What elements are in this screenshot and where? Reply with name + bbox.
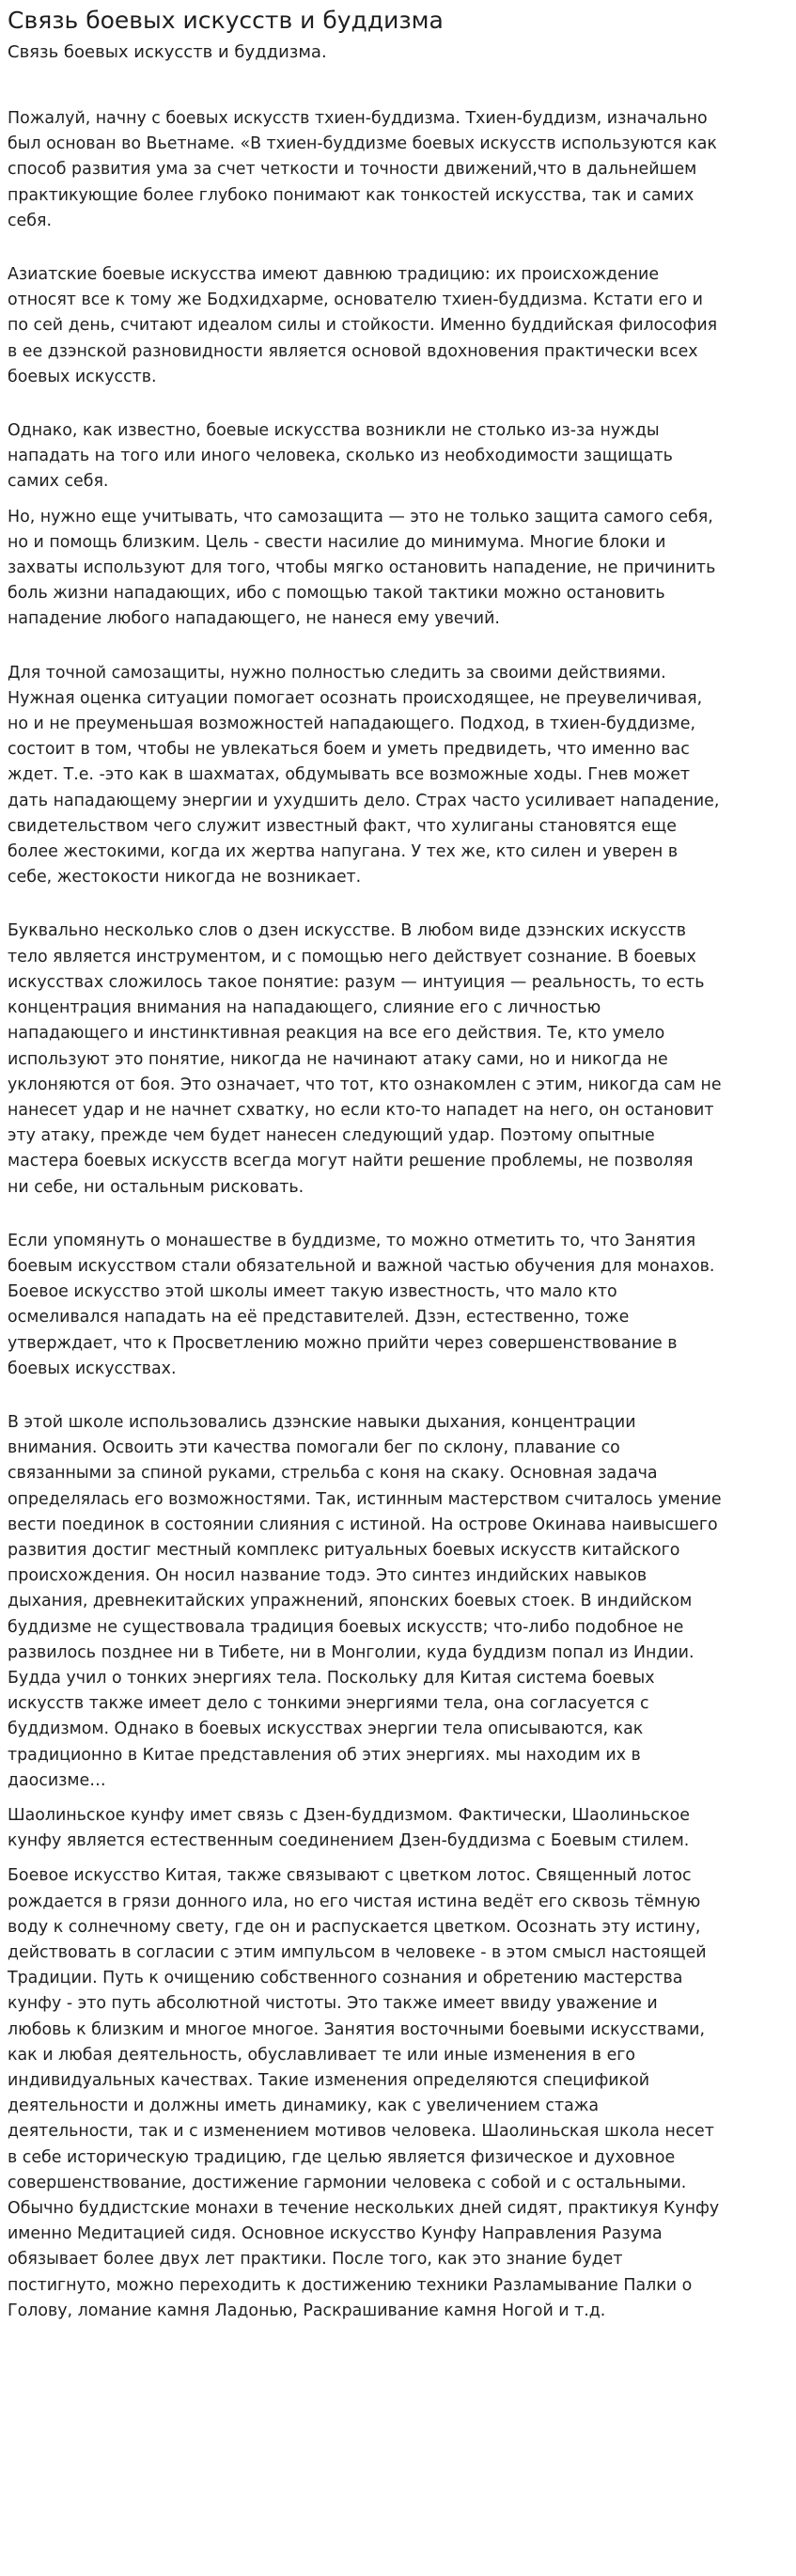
paragraph-precise-self-defense: Для точной самозащиты, нужно полностью следить за своими действиями. Нужная оценка ситуации помогает осознать происходящее, не преувеличивая, но и не преуменьшая возможностей нападающего. Подход, в тхиен-буддизме, состоит в том, чтобы не увлекаться боем и уметь предвидеть, что именно вас ждет. Т.е. -это как в шахматах, обдумывать все возможные ходы. Гнев может дать нападающему энергии и ухудшить дело. Страх часто усиливает нападение, свидетельством чего служит известный факт, что хулиганы становятся еще более жестокими, когда их жертва напугана. У тех же, кто силен и уверен в себе, жестокости никогда не возникает. — [8, 663, 720, 887]
article-subtitle: Связь боевых искусств и буддизма. — [8, 42, 327, 62]
paragraph-helping-others: Но, нужно еще учитывать, что самозащита — это не только защита самого себя, но и помощь близким. Цель - свести насилие до минимума. Многие блоки и захваты используют для того, чтобы мягко остановить нападение, не причинить боль жизни нападающих, ибо с помощью такой тактики можно остановить нападение любого нападающего, не нанеся ему увечий. — [8, 507, 716, 629]
article-title: Связь боевых искусств и буддизма — [8, 7, 444, 34]
paragraph-lotus-flower: Боевое искусство Китая, также связывают с цветком лотос. Священный лотос рождается в грязи донного ила, но его чистая истина ведёт его сквозь тёмную воду к солнечному свету, где он и распускается цветком. Осознать эту истину, действовать в согласии с этим импульсом в человеке - в этом смысл настоящей Традиции. Путь к очищению собственного сознания и обретению мастерства кунфу - это путь абсолютной чистоты. Это также имеет ввиду уважение и любовь к близким и многое многое. Занятия восточными боевыми искусствами, как и любая деятельность, обуславливает те или иные изменения в его индивидуальных качествах. Такие изменения определяются спецификой деятельности и должны иметь динамику, как с увеличением стажа деятельности, так и с изменением мотивов человека. Шаолиньская школа несет в себе историческую традицию, где целью является физическое и духовное совершенствование, достижение гармонии человека с собой и с остальными. Обычно буддистские монахи в течение нескольких дней сидят, практикуя Кунфу именно Медитацией сидя. Основное искусство Кунфу Направления Разума обязывает более двух лет практики. После того, как это знание будет постигнуто, можно переходить к достижению техники Разламывание Палки о Голову, ломание камня Ладонью, Раскрашивание камня Ногой и т.д. — [8, 1866, 720, 2320]
paragraph-zen-art: Буквально несколько слов о дзен искусстве. В любом виде дзэнских искусств тело является инструментом, и с помощью него действует сознание. В боевых искусствах сложилось такое понятие: разум — интуиция — реальность, то есть концентрация внимания на нападающего, слияние его с личностью нападающего и инстинктивная реакция на все его действия. Те, кто умело используют это понятие, никогда не начинают атаку сами, но и никогда не уклоняются от боя. Это означает, что тот, кто ознакомлен с этим, никогда сам не нанесет удар и не начнет схватку, но если кто-то нападет на него, он остановит эту атаку, прежде чем будет нанесен следующий удар. Поэтому опытные мастера боевых искусств всегда могут найти решение проблемы, не позволяя ни себе, ни остальным рисковать. — [8, 921, 722, 1197]
paragraph-zen-breathing-school: В этой школе использовались дзэнские навыки дыхания, концентрации внимания. Освоить эти качества помогали бег по склону, плавание со связанными за спиной руками, стрельба с коня на скаку. Основная задача определялась его возможностями. Так, истинным мастерством считалось умение вести поединок в состоянии слияния с истиной. На острове Окинава наивысшего развития достиг местный комплекс ритуальных боевых искусств китайского происхождения. Он носил название тодэ. Это синтез индийских навыков дыхания, древнекитайских упражнений, японских боевых стоек. В индийском буддизме не существовала традиция боевых искусств; что-либо подобное не развилось позднее ни в Тибете, ни в Монголии, куда буддизм попал из Индии. Будда учил о тонких энергиях тела. Поскольку для Китая система боевых искусств также имеет дело с тонкими энергиями тела, она согласуется с буддизмом. Однако в боевых искусствах энергии тела описываются, как традиционно в Китае представления об этих энергиях. мы находим их в даосизме… — [8, 1412, 722, 1790]
paragraph-tien-buddhism: Пожалуй, начну с боевых искусств тхиен-буддизма. Тхиен-буддизм, изначально был основан во Вьетнаме. «В тхиен-буддизме боевых искусств используются как способ развития ума за счет четкости и точности движений,что в дальнейшем практикующие более глубоко понимают как тонкостей искусства, так и самих себя. — [8, 109, 717, 230]
paragraph-shaolin-kungfu: Шаолиньское кунфу имет связь с Дзен-буддизмом. Фактически, Шаолиньское кунфу является естественным соединением Дзен-буддизма с Боевым стилем. — [8, 1805, 690, 1851]
paragraph-self-defense-origin: Однако, как известно, боевые искусства возникли не столько из-за нужды нападать на того или иного человека, сколько из необходимости защищать самих себя. — [8, 421, 673, 492]
paragraph-monasticism: Если упомянуть о монашестве в буддизме, то можно отметить то, что Занятия боевым искусством стали обязательной и важной частью обучения для монахов. Боевое искусство этой школы имеет такую известность, что мало кто осмеливался нападать на её представителей. Дзэн, естественно, тоже утверждает, что к Просветлению можно прийти через совершенствование в боевых искусствах. — [8, 1231, 715, 1378]
paragraph-asian-traditions: Азиатские боевые искусства имеют давнюю традицию: их происхождение относят все к тому же Бодхидхарме, основателю тхиен-буддизма. Кстати его и по сей день, считают идеалом силы и стойкости. Именно буддийская философия в ее дзэнской разновидности является основой вдохновения практически всех боевых искусств. — [8, 265, 718, 386]
